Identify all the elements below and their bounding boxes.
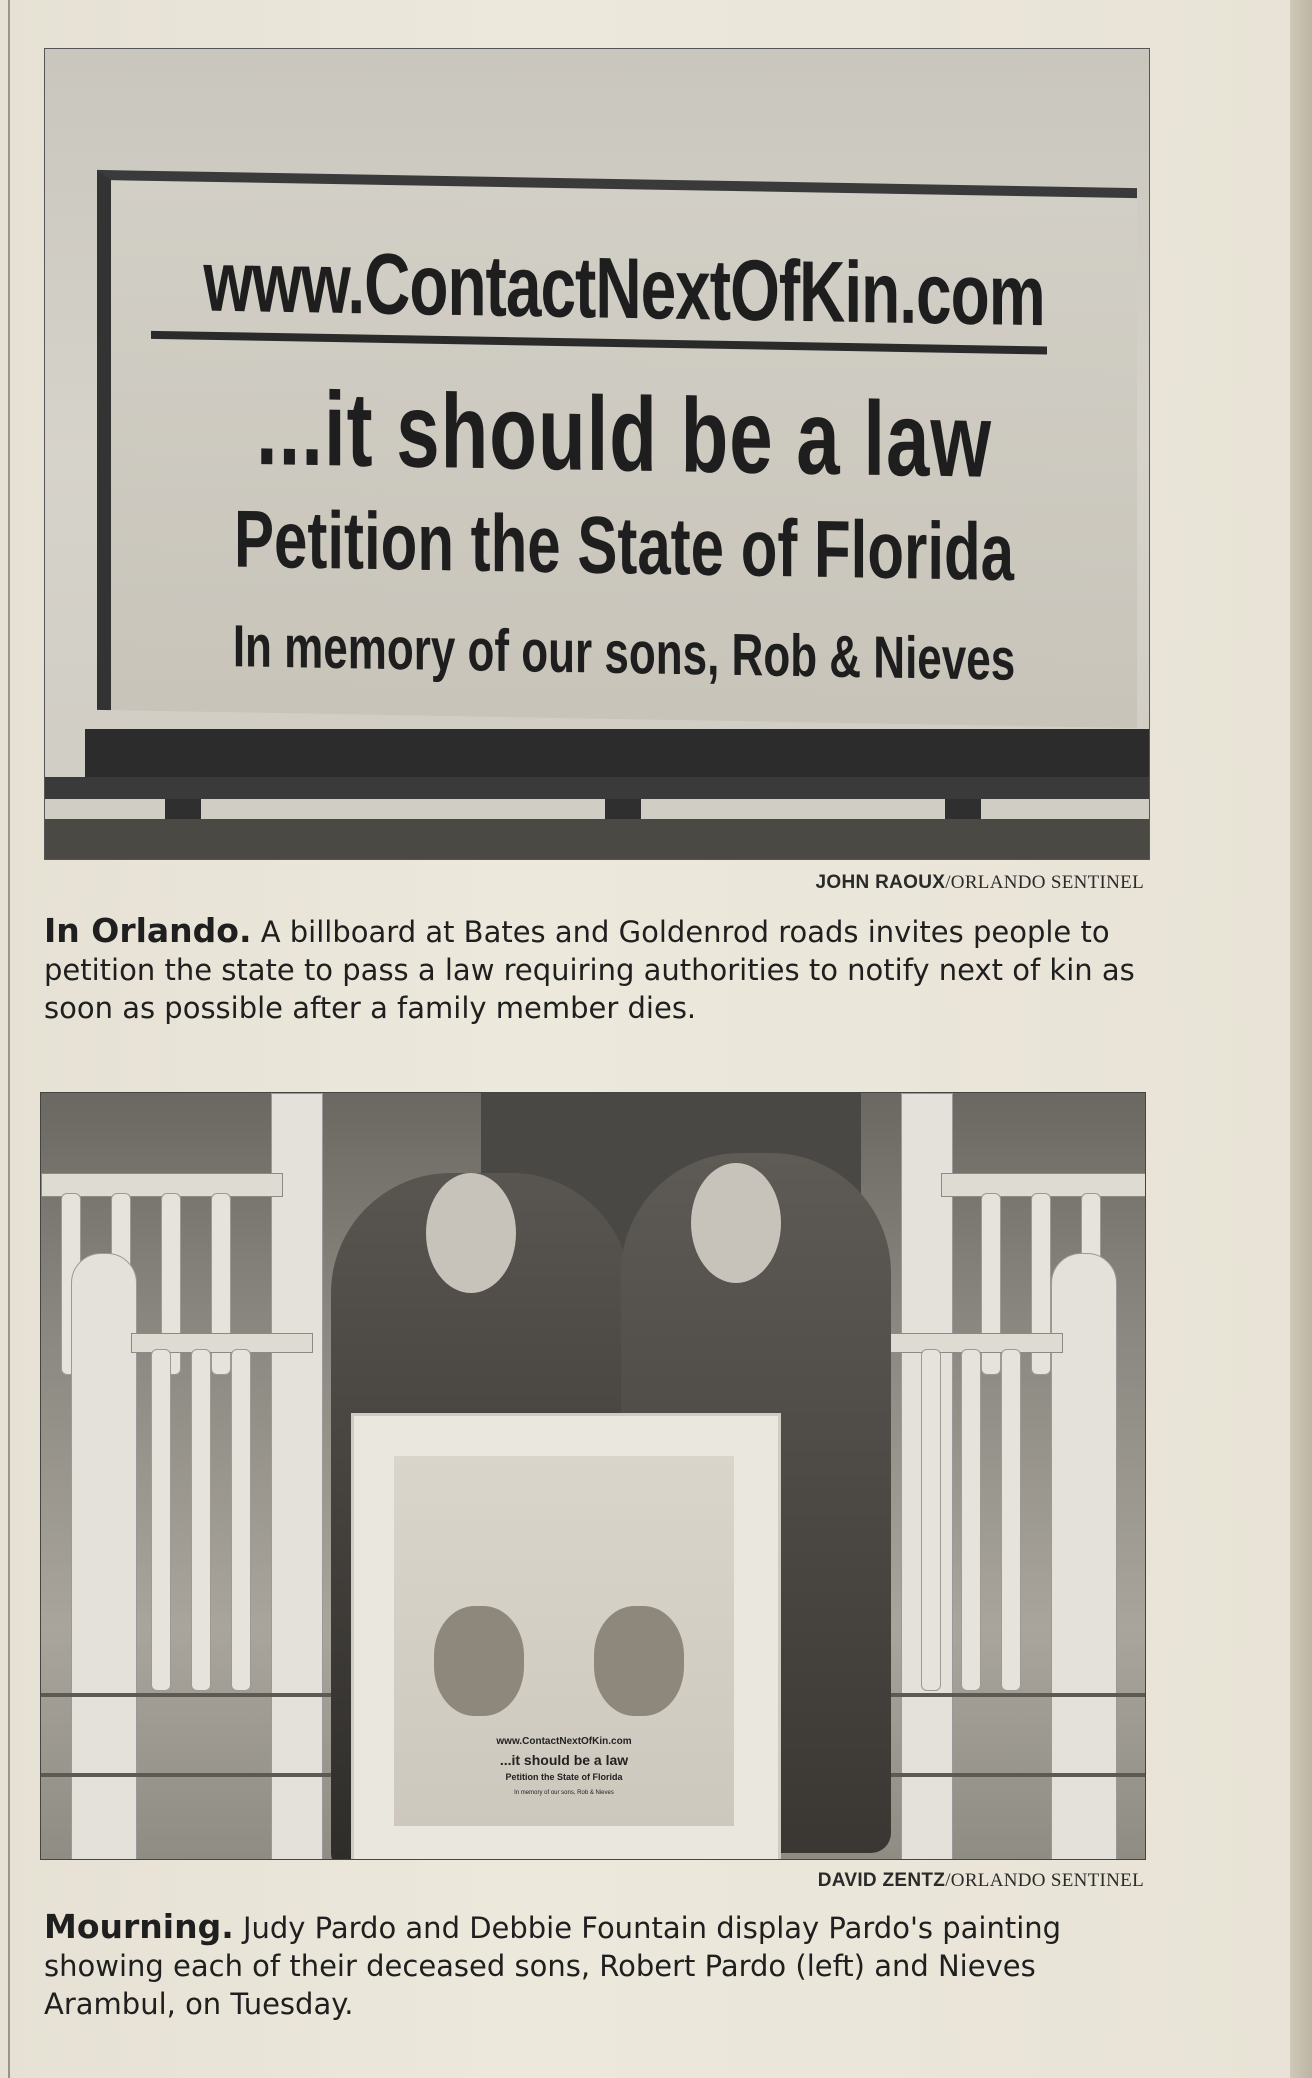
painting <box>351 1413 781 1860</box>
photo-caption <box>44 1908 1144 2023</box>
page-edge <box>1290 0 1312 2078</box>
caption-lead: Mourning. <box>44 1907 234 1946</box>
billboard-beam <box>45 777 1149 799</box>
painting-memorial: In memory of our sons, Rob & Nieves <box>514 1790 614 1796</box>
photo-credit <box>818 1870 1144 1892</box>
painting-petition: Petition the State of Florida <box>505 1772 623 1782</box>
baluster <box>191 1349 211 1691</box>
face <box>691 1163 781 1283</box>
billboard-frame <box>85 729 1150 777</box>
billboard <box>97 170 1137 728</box>
baluster <box>1001 1349 1021 1691</box>
porch-column <box>271 1093 323 1860</box>
porch-photo <box>40 1092 1146 1860</box>
painting-url: www.ContactNextOfKin.com <box>496 1736 632 1747</box>
photo-credit-org: /ORLANDO SENTINEL <box>945 872 1144 893</box>
caption-text: Judy Pardo and Debbie Fountain display Pardo's painting showing each of their deceased sons, Robert Pardo (left) and Nieves Arambul, on Tuesday. <box>44 1911 1062 2021</box>
baluster <box>961 1349 981 1691</box>
painting-canvas <box>394 1456 734 1826</box>
photo-caption <box>44 912 1144 1027</box>
column-rule <box>8 0 10 2078</box>
photo-credit <box>816 872 1144 894</box>
face <box>426 1173 516 1293</box>
photographer-name: JOHN RAOUX <box>815 872 946 893</box>
portrait-right <box>594 1606 684 1716</box>
billboard-structure <box>45 819 1149 859</box>
photo-credit-org: /ORLANDO SENTINEL <box>945 1870 1144 1891</box>
caption-lead: In Orlando. <box>44 911 252 950</box>
billboard-memorial: In memory of our sons, Rob & Nieves <box>232 613 1016 694</box>
billboard-photo <box>44 48 1150 860</box>
billboard-url: www.ContactNextOfKin.com <box>203 232 1045 345</box>
baluster <box>231 1349 251 1691</box>
billboard-slogan: ...it should be a law <box>255 368 993 500</box>
painting-slogan: ...it should be a law <box>499 1752 629 1768</box>
newel-post <box>71 1253 137 1860</box>
billboard-petition: Petition the State of Florida <box>233 493 1015 598</box>
portrait-left <box>434 1606 524 1716</box>
caption-text: A billboard at Bates and Goldenrod roads invites people to petition the state to pass a law requiring authorities to notify next of kin as soon as possible after a family member dies. <box>44 915 1135 1025</box>
baluster <box>151 1349 171 1691</box>
photographer-name: DAVID ZENTZ <box>817 1870 946 1891</box>
baluster <box>921 1349 941 1691</box>
